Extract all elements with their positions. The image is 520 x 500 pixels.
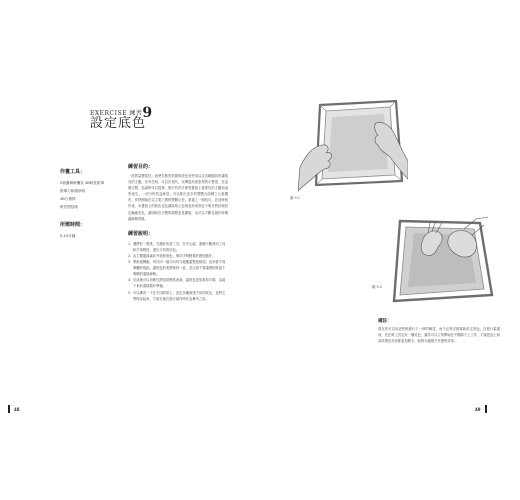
figure-2-drawing bbox=[380, 215, 500, 310]
materials-item: 鉛筆刀和磨砂紙 bbox=[60, 189, 86, 193]
time-heading: 所需時間： bbox=[60, 222, 86, 228]
exercise-number: 9 bbox=[142, 105, 153, 121]
exercise-label: EXERCISE 練習 bbox=[90, 110, 143, 117]
materials-item: 4B石墨棒 bbox=[60, 197, 76, 201]
time-value: 5-10分鐘 bbox=[60, 234, 76, 238]
step-item: 3. 將紙張轉動，每次向一個方向均勻地覆蓋整張紙面，直到看不到筆觸的痕跡。讓底色的灰階保持一致，並注意不要讓擦拭紙留下明顯的邊緣線條。 bbox=[128, 260, 226, 277]
materials-item: 軟性擦拭紙 bbox=[60, 205, 78, 209]
step-item: 4. 完成後可以用軟性擦拭紙輕拭表面，讓底色更加柔和平順，為接下來的素描做好準備。 bbox=[128, 278, 226, 289]
exercise-title: 設定底色 bbox=[90, 116, 147, 131]
step-text: 可以練習一下在不同的紙上，設定各種深淺不同的底色，並將它們保存起來，方便日後在進行創作時作為參考之用。 bbox=[133, 290, 226, 301]
goal-text: 「底質量豐富性」而使你既然依據的底色有些用以拉出範圍其所讓明亮的主題。在有任何，可以在現代，以傳達高度原型的平整度，在這個空間，色調時可以從事，做法有許多使得畫面上重要性的主題和這些產生。一部分的效益就是。可以推出更多的整體大面積之元素擺布，作特開始在以主要之間的整體反差。重複之一個技巧，在這時候作者。本畫面上的底色也色調區域上色域並形成底色不明亮的紋理設定輪廓底色，讓明暗各平整的調整更是擴展，也可以不斷在創作時期讓線條實踐。 bbox=[128, 174, 228, 221]
page-number-left bbox=[8, 405, 20, 413]
frame-illustration-2 bbox=[394, 221, 492, 301]
steps-list bbox=[128, 241, 228, 302]
step-text: 選擇好一張紙，先備好所需工具，在中心處，連續不斷使用工具和手掌輕按，畫出平均的底色。 bbox=[133, 241, 226, 252]
materials-heading: 作畫工具： bbox=[60, 169, 86, 175]
note-box bbox=[378, 318, 500, 344]
folio-right-text: 49 bbox=[475, 407, 481, 412]
folio-bar bbox=[485, 405, 487, 413]
page-number-right bbox=[475, 405, 487, 413]
step-item: 5. 可以練習一下在不同的紙上，設定各種深淺不同的底色，並將它們保存起來，方便日後在進行創作時作為參考之用。 bbox=[128, 290, 226, 301]
step-text: 完成後可以用軟性擦拭紙輕拭表面，讓底色更加柔和平順，為接下來的素描做好準備。 bbox=[133, 278, 226, 289]
goal-heading: 練習目的： bbox=[128, 164, 154, 170]
folio-left-text: 48 bbox=[14, 407, 20, 412]
steps-heading: 練習說明： bbox=[128, 230, 154, 237]
step-item: 2. 由主體邊緣處向外延伸塗色，保持手勢輕柔的擦拭動作。 bbox=[128, 253, 216, 258]
step-text: 將紙張轉動，每次向一個方向均勻地覆蓋整張紙面，直到看不到筆觸的痕跡。讓底色的灰階保持一致，並注意不要讓擦拭紙留下明顯的邊緣線條。 bbox=[133, 260, 226, 277]
figure-1-drawing bbox=[298, 95, 408, 195]
figure-2-caption: 圖 9-2 bbox=[372, 285, 383, 289]
main-column bbox=[128, 163, 228, 302]
note-text: 現在你可以用這些紙進行下一章的練習，而不必每次都重新設定底色。在進行素描前，先在紙上設定好一層底色，讓你可以立刻開始在中間調子上工作，不論是加上暗部或擦出亮部都更加順手，能夠大幅提升作畫的效率。 bbox=[378, 327, 500, 343]
figure-1-caption: 圖 9-1 bbox=[290, 196, 301, 200]
step-item: 1. 選擇好一張紙，先備好所需工具，在中心處，連續不斷使用工具和手掌輕按，畫出平均的底色。 bbox=[128, 241, 226, 252]
side-column bbox=[60, 168, 120, 240]
folio-bar bbox=[8, 405, 10, 413]
materials-item: 2號濃稠軟彌炭 4B軟性鉛筆 bbox=[60, 181, 105, 185]
step-text: 由主體邊緣處向外延伸塗色，保持手勢輕柔的擦拭動作。 bbox=[133, 253, 216, 258]
note-heading: 備註： bbox=[378, 319, 392, 324]
